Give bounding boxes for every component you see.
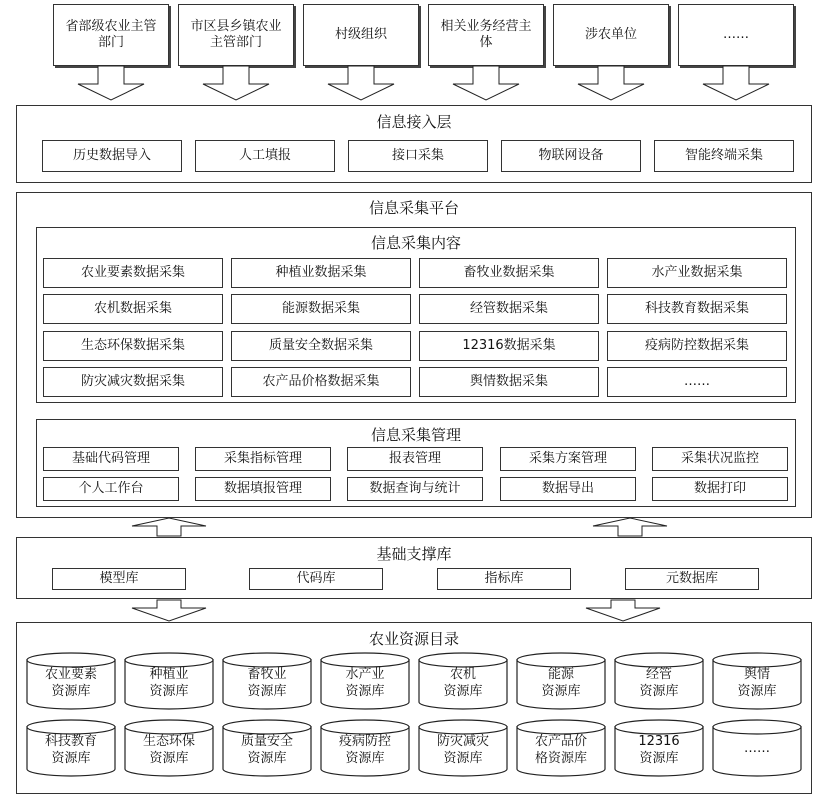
database-label-line1: 畜牧业 — [247, 667, 287, 682]
database-label-line2: 资源库 — [247, 684, 287, 699]
source-label: …… — [723, 27, 749, 42]
database-label-line1: 生态环保 — [142, 734, 195, 749]
collection-content-item: 农业要素数据采集 — [43, 258, 223, 288]
database-label-line1: 质量安全 — [240, 734, 293, 749]
collection-management-item: 报表管理 — [347, 447, 483, 471]
collection-content-item: 科技教育数据采集 — [607, 294, 787, 324]
collection-management-item: 采集方案管理 — [500, 447, 636, 471]
database-label-line2: 资源库 — [639, 751, 679, 766]
access-interface: 接口采集 — [348, 140, 488, 172]
collection-content-item: 舆情数据采集 — [419, 367, 599, 397]
collection-content-item: 能源数据采集 — [231, 294, 411, 324]
collection-content-item: 质量安全数据采集 — [231, 331, 411, 361]
collection-content-item: 疫病防控数据采集 — [607, 331, 787, 361]
collection-content-item: 防灾减灾数据采集 — [43, 367, 223, 397]
source-label: 相关业务经营主体 — [440, 19, 532, 50]
collection-management-item: 个人工作台 — [43, 477, 179, 501]
collection-content-item: 经管数据采集 — [419, 294, 599, 324]
down-arrow-icon — [578, 66, 644, 100]
database-label-line1: 能源 — [547, 667, 574, 682]
collection-management-item: 采集指标管理 — [195, 447, 331, 471]
database-label-line1: 疫病防控 — [338, 734, 391, 749]
database-label-line2: 资源库 — [247, 751, 287, 766]
database-label-line2: 资源库 — [639, 684, 679, 699]
collection-content-item: 农产品价格数据采集 — [231, 367, 411, 397]
support-metadata-library: 元数据库 — [625, 568, 759, 590]
collection-management-item: 数据填报管理 — [195, 477, 331, 501]
database-label-line1: 种植业 — [149, 667, 189, 682]
database-label-line2: 资源库 — [541, 684, 581, 699]
database-label-line1: 12316 — [638, 734, 680, 749]
source-label: 省部级农业主管部门 — [65, 19, 157, 50]
support-library-title: 基础支撑库 — [376, 545, 452, 563]
collection-management-item: 数据导出 — [500, 477, 636, 501]
collection-content-item: 农机数据采集 — [43, 294, 223, 324]
database-label-line2: 资源库 — [443, 751, 483, 766]
collection-content-item: …… — [607, 367, 787, 397]
database-label-line1: 科技教育 — [44, 734, 97, 749]
up-arrow-icon — [132, 518, 206, 536]
collection-content-title: 信息采集内容 — [370, 234, 461, 252]
database-label-line2: 资源库 — [149, 684, 189, 699]
collection-content-item: 畜牧业数据采集 — [419, 258, 599, 288]
down-arrow-icon — [132, 600, 206, 621]
database-label-line2: 资源库 — [443, 684, 483, 699]
source-label: 涉农单位 — [584, 27, 637, 42]
down-arrow-icon — [586, 600, 660, 621]
database-label-line1: 舆情 — [743, 667, 770, 682]
collection-management-item: 数据打印 — [652, 477, 788, 501]
down-arrow-icon — [78, 66, 144, 100]
database-label-line2: 资源库 — [51, 751, 91, 766]
collection-management-item: 数据查询与统计 — [347, 477, 483, 501]
database-label-line1: …… — [744, 741, 770, 756]
access-iot: 物联网设备 — [501, 140, 641, 172]
down-arrow-icon — [203, 66, 269, 100]
resource-catalog-title: 农业资源目录 — [368, 630, 459, 648]
database-label-line2: 资源库 — [345, 751, 385, 766]
collection-management-item: 基础代码管理 — [43, 447, 179, 471]
database-label-line1: 农业要素 — [44, 667, 97, 682]
database-label-line2: 资源库 — [51, 684, 91, 699]
access-history-import: 历史数据导入 — [42, 140, 182, 172]
database-label-line2: 资源库 — [737, 684, 777, 699]
collection-management-title: 信息采集管理 — [370, 426, 461, 444]
database-label-line1: 农机 — [449, 667, 476, 682]
database-label-line1: 水产业 — [345, 667, 385, 682]
support-model-library: 模型库 — [52, 568, 186, 590]
database-label-line1: 农产品价 — [534, 734, 587, 749]
source-label: 市区县乡镇农业主管部门 — [190, 19, 282, 50]
database-label-line1: 经管 — [645, 667, 672, 682]
access-manual-entry: 人工填报 — [195, 140, 335, 172]
database-label-line2: 资源库 — [149, 751, 189, 766]
collection-content-item: 种植业数据采集 — [231, 258, 411, 288]
collection-content-item: 生态环保数据采集 — [43, 331, 223, 361]
support-indicator-library: 指标库 — [437, 568, 571, 590]
down-arrow-icon — [453, 66, 519, 100]
down-arrow-icon — [328, 66, 394, 100]
access-smart-terminal: 智能终端采集 — [654, 140, 794, 172]
collection-management-item: 采集状况监控 — [652, 447, 788, 471]
down-arrow-icon — [703, 66, 769, 100]
support-code-library: 代码库 — [249, 568, 383, 590]
collection-content-item: 12316数据采集 — [419, 331, 599, 361]
database-label-line2: 格资源库 — [534, 751, 587, 766]
source-label: 村级组织 — [334, 27, 387, 42]
database-label-line2: 资源库 — [345, 684, 385, 699]
access-layer-title: 信息接入层 — [376, 113, 452, 131]
collection-content-item: 水产业数据采集 — [607, 258, 787, 288]
collection-platform-title: 信息采集平台 — [368, 199, 459, 217]
up-arrow-icon — [593, 518, 667, 536]
database-label-line1: 防灾减灾 — [436, 734, 489, 749]
